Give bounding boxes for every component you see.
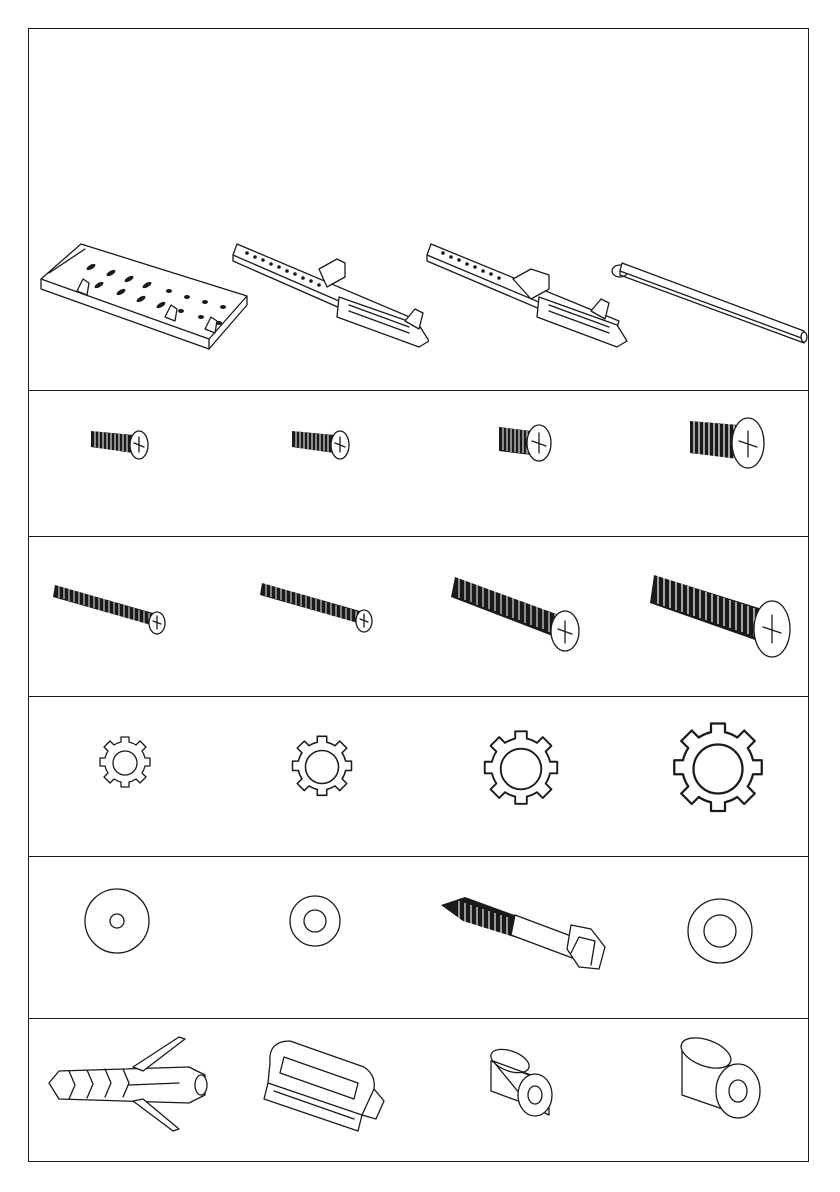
spacer-small-icon xyxy=(419,1019,614,1163)
short-screw-medium-icon xyxy=(419,391,614,536)
lock-washer-small-icon xyxy=(29,697,224,856)
row-anchors-spacers xyxy=(29,1018,808,1163)
flat-washer-large-icon xyxy=(29,857,224,1018)
right-rail-arm-icon xyxy=(421,29,631,390)
lock-washer-large-icon xyxy=(419,697,614,856)
wall-anchor-icon xyxy=(29,1019,224,1163)
short-screw-small-icon xyxy=(29,391,224,536)
long-screw-large-icon xyxy=(614,537,810,696)
row-main-components xyxy=(29,29,808,390)
long-screw-small-icon xyxy=(224,537,419,696)
short-screw-large-icon xyxy=(614,391,810,536)
spacer-large-icon xyxy=(614,1019,810,1163)
cable-clip-icon xyxy=(224,1019,419,1163)
locking-rod-icon xyxy=(604,29,810,390)
lock-washer-xlarge-icon xyxy=(614,697,810,856)
thick-washer-icon xyxy=(614,857,810,1018)
parts-sheet xyxy=(28,28,809,1162)
long-screw-small-icon xyxy=(29,537,224,696)
row-short-screws xyxy=(29,390,808,536)
lock-washer-medium-icon xyxy=(224,697,419,856)
short-screw-small-icon xyxy=(224,391,419,536)
flat-washer-small-icon xyxy=(224,857,419,1018)
row-washers-bolt xyxy=(29,856,808,1018)
row-lock-washers xyxy=(29,696,808,856)
left-rail-arm-icon xyxy=(219,29,429,390)
row-long-screws xyxy=(29,536,808,696)
lag-bolt-icon xyxy=(419,857,614,1018)
long-screw-medium-icon xyxy=(419,537,614,696)
mounting-plate-icon xyxy=(29,29,249,390)
